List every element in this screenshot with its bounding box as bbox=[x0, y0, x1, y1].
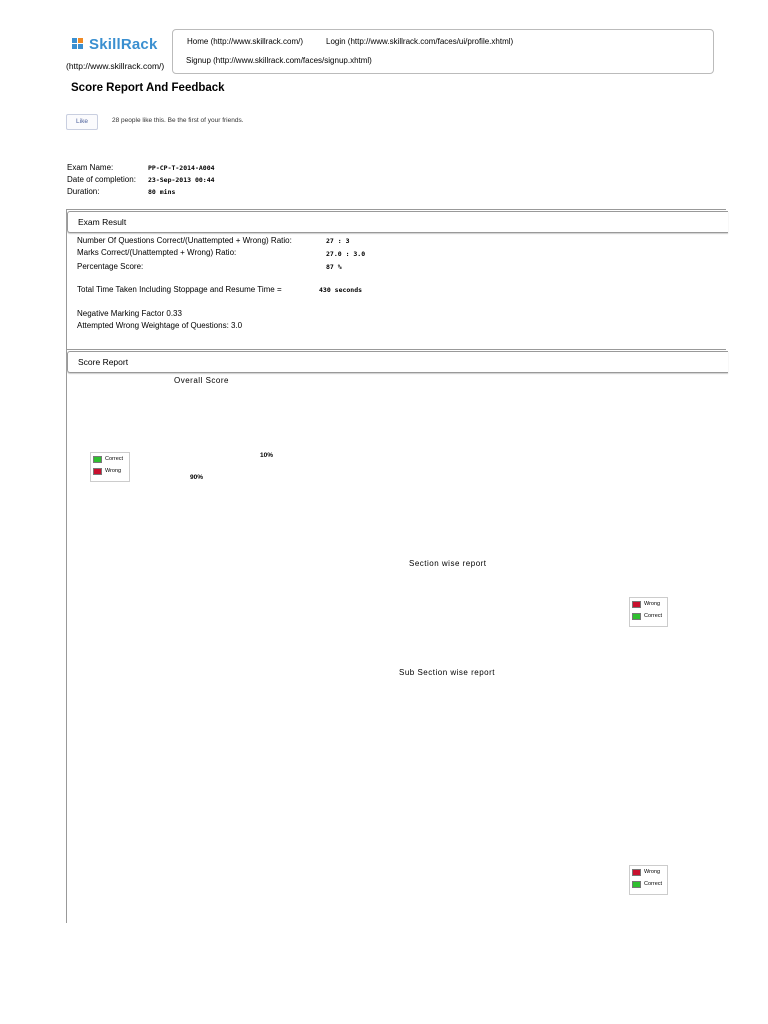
overall-score-title: Overall Score bbox=[174, 376, 229, 385]
exam-name-label: Exam Name: bbox=[67, 163, 114, 172]
subsection-legend bbox=[629, 865, 668, 895]
nav-signup-link[interactable]: Signup (http://www.skillrack.com/faces/signup.xhtml) bbox=[186, 56, 372, 65]
score-report-heading: Score Report bbox=[78, 357, 129, 367]
section-report-title: Section wise report bbox=[409, 559, 487, 568]
total-time-label: Total Time Taken Including Stoppage and Resume Time = bbox=[77, 285, 282, 294]
wrong-swatch bbox=[632, 869, 641, 876]
negative-marking-text: Negative Marking Factor 0.33 bbox=[77, 309, 182, 318]
wrong-swatch bbox=[93, 468, 102, 475]
exam-name-value: PP-CP-T-2014-A004 bbox=[148, 164, 215, 172]
nav-login-link[interactable]: Login (http://www.skillrack.com/faces/ui/profile.xhtml) bbox=[326, 37, 514, 46]
total-time-value: 430 seconds bbox=[319, 286, 363, 294]
percentage-label: Percentage Score: bbox=[77, 262, 144, 271]
like-count-text: 28 people like this. Be the first of your friends. bbox=[112, 117, 244, 124]
like-button[interactable]: Like bbox=[66, 114, 98, 130]
exam-result-header bbox=[67, 211, 728, 233]
marks-ratio-value: 27.0 : 3.0 bbox=[326, 250, 366, 258]
subsection-report-title: Sub Section wise report bbox=[399, 668, 495, 677]
correct-swatch bbox=[93, 456, 102, 463]
section-legend bbox=[629, 597, 668, 627]
legend-correct: Correct bbox=[91, 453, 129, 465]
correct-percent-label: 90% bbox=[190, 474, 204, 481]
score-report-header bbox=[67, 351, 728, 373]
completion-date-label: Date of completion: bbox=[67, 175, 136, 184]
nav-home-link[interactable]: Home (http://www.skillrack.com/) bbox=[187, 37, 304, 46]
marks-ratio-label: Marks Correct/(Unattempted + Wrong) Ratio: bbox=[77, 248, 237, 257]
exam-result-heading: Exam Result bbox=[78, 217, 127, 227]
wrong-percent-label: 10% bbox=[260, 452, 274, 459]
question-ratio-label: Number Of Questions Correct/(Unattempted + Wrong) Ratio: bbox=[77, 236, 292, 245]
exam-result-panel-top bbox=[66, 209, 726, 210]
legend-correct: Correct bbox=[630, 878, 667, 890]
correct-swatch bbox=[632, 881, 641, 888]
legend-wrong: Wrong bbox=[630, 598, 667, 610]
duration-value: 80 mins bbox=[148, 188, 176, 196]
legend-correct: Correct bbox=[630, 610, 667, 622]
score-report-panel-border bbox=[66, 349, 67, 923]
logo-text: SkillRack bbox=[89, 35, 158, 53]
score-report-panel-top bbox=[66, 349, 726, 350]
correct-swatch bbox=[632, 613, 641, 620]
logo-url-link[interactable]: (http://www.skillrack.com/) bbox=[66, 61, 165, 71]
legend-wrong: Wrong bbox=[91, 465, 129, 477]
question-ratio-value: 27 : 3 bbox=[326, 237, 350, 245]
page-title: Score Report And Feedback bbox=[71, 82, 225, 94]
skillrack-logo-icon bbox=[72, 37, 86, 51]
duration-label: Duration: bbox=[67, 187, 100, 196]
wrong-swatch bbox=[632, 601, 641, 608]
completion-date-value: 23-Sep-2013 00:44 bbox=[148, 176, 215, 184]
nav-bar bbox=[172, 29, 714, 74]
percentage-value: 87 % bbox=[326, 263, 342, 271]
overall-legend bbox=[90, 452, 130, 482]
skillrack-logo[interactable] bbox=[72, 35, 158, 53]
wrong-weightage-text: Attempted Wrong Weightage of Questions: 3.0 bbox=[77, 321, 243, 330]
legend-wrong: Wrong bbox=[630, 866, 667, 878]
